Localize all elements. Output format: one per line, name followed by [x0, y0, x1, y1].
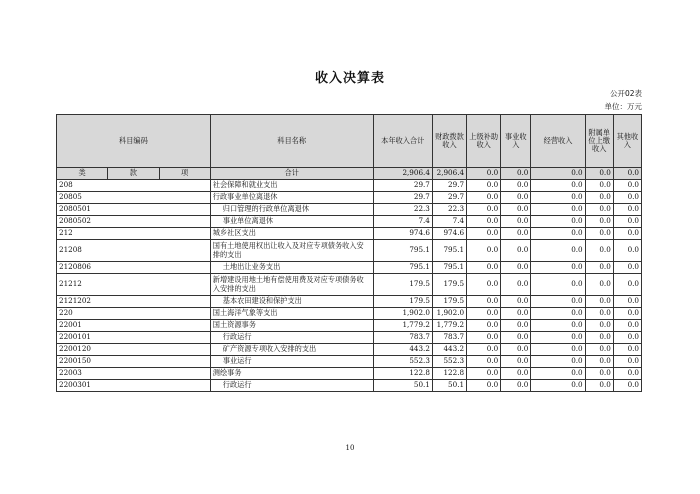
cell-value: 0.0 [467, 274, 501, 296]
cell-value: 783.7 [373, 332, 432, 344]
cell-value: 0.0 [531, 228, 585, 240]
cell-value: 0.0 [613, 180, 641, 192]
cell-value: 0.0 [585, 240, 613, 262]
cell-value: 0.0 [585, 380, 613, 392]
cell-value: 1,779.2 [373, 320, 432, 332]
cell-value: 443.2 [432, 344, 466, 356]
cell-value: 0.0 [501, 262, 531, 274]
cell-value: 0.0 [501, 308, 531, 320]
cell-value: 7.4 [432, 216, 466, 228]
cell-value: 0.0 [501, 356, 531, 368]
row-code: 20805 [57, 192, 211, 204]
cell-value: 179.5 [432, 296, 466, 308]
cell-value: 0.0 [531, 368, 585, 380]
cell-value: 0.0 [467, 308, 501, 320]
row-name: 国土资源事务 [210, 320, 373, 332]
cell-value: 0.0 [613, 332, 641, 344]
header-name: 科目名称 [210, 115, 373, 168]
row-name: 行政运行 [210, 380, 373, 392]
cell-value: 0.0 [531, 320, 585, 332]
header-fiscal: 财政拨款收入 [432, 115, 466, 168]
cell-value: 0.0 [501, 216, 531, 228]
cell-value: 0.0 [585, 332, 613, 344]
row-code: 208 [57, 180, 211, 192]
cell-value: 0.0 [585, 296, 613, 308]
cell-value: 0.0 [531, 296, 585, 308]
cell-value: 0.0 [585, 228, 613, 240]
cell-value: 0.0 [613, 344, 641, 356]
cell-value: 0.0 [467, 204, 501, 216]
cell-value: 0.0 [531, 344, 585, 356]
cell-value: 29.7 [373, 180, 432, 192]
row-code: 220 [57, 308, 211, 320]
row-code: 21212 [57, 274, 211, 296]
row-code: 2200101 [57, 332, 211, 344]
cell-value: 50.1 [432, 380, 466, 392]
summary-upper: 0.0 [467, 168, 501, 180]
cell-value: 0.0 [585, 274, 613, 296]
row-code: 2200150 [57, 356, 211, 368]
cell-value: 0.0 [467, 296, 501, 308]
cell-value: 0.0 [467, 240, 501, 262]
summary-operating: 0.0 [531, 168, 585, 180]
cell-value: 0.0 [585, 320, 613, 332]
row-code: 21208 [57, 240, 211, 262]
cell-value: 0.0 [531, 180, 585, 192]
cell-value: 0.0 [501, 228, 531, 240]
cell-value: 795.1 [432, 262, 466, 274]
row-code: 2200120 [57, 344, 211, 356]
summary-total: 2,906.4 [373, 168, 432, 180]
cell-value: 0.0 [467, 180, 501, 192]
header-affiliated: 附属单位上缴收入 [585, 115, 613, 168]
cell-value: 0.0 [531, 204, 585, 216]
unit-label: 单位：万元 [604, 102, 642, 111]
cell-value: 0.0 [585, 204, 613, 216]
header-operating: 经营收入 [531, 115, 585, 168]
cell-value: 0.0 [613, 356, 641, 368]
table-row [57, 262, 642, 274]
table-row [57, 356, 642, 368]
cell-value: 122.8 [373, 368, 432, 380]
cell-value: 0.0 [501, 274, 531, 296]
cell-value: 0.0 [531, 274, 585, 296]
cell-value: 179.5 [373, 274, 432, 296]
cell-value: 122.8 [432, 368, 466, 380]
row-name: 行政事业单位离退休 [210, 192, 373, 204]
table-row [57, 216, 642, 228]
row-name: 行政运行 [210, 332, 373, 344]
cell-value: 0.0 [467, 320, 501, 332]
table-row [57, 296, 642, 308]
header-code: 科目编码 [57, 115, 211, 168]
cell-value: 0.0 [531, 192, 585, 204]
row-name: 城乡社区支出 [210, 228, 373, 240]
cell-value: 0.0 [501, 380, 531, 392]
cell-value: 0.0 [613, 368, 641, 380]
row-code: 2120806 [57, 262, 211, 274]
cell-value: 0.0 [585, 356, 613, 368]
cell-value: 1,902.0 [373, 308, 432, 320]
header-business: 事业收入 [501, 115, 531, 168]
cell-value: 0.0 [585, 192, 613, 204]
row-name: 国有土地使用权出让收入及对应专项债务收入安排的支出 [210, 240, 373, 262]
cell-value: 0.0 [501, 204, 531, 216]
cell-value: 974.6 [432, 228, 466, 240]
cell-value: 0.0 [501, 368, 531, 380]
page-number: 10 [345, 444, 355, 452]
cell-value: 0.0 [501, 344, 531, 356]
cell-value: 0.0 [531, 380, 585, 392]
cell-value: 179.5 [373, 296, 432, 308]
cell-value: 0.0 [585, 180, 613, 192]
cell-value: 179.5 [432, 274, 466, 296]
cell-value: 0.0 [531, 216, 585, 228]
summary-affiliated: 0.0 [585, 168, 613, 180]
cell-value: 0.0 [467, 192, 501, 204]
table-row [57, 320, 642, 332]
row-code: 2080501 [57, 204, 211, 216]
cell-value: 0.0 [531, 308, 585, 320]
table-row [57, 204, 642, 216]
summary-business: 0.0 [501, 168, 531, 180]
cell-value: 0.0 [501, 296, 531, 308]
cell-value: 795.1 [373, 262, 432, 274]
header-total: 本年收入合计 [373, 115, 432, 168]
row-name: 新增建设用地土地有偿使用费及对应专项债务收入安排的支出 [210, 274, 373, 296]
cell-value: 0.0 [613, 320, 641, 332]
cell-value: 0.0 [531, 262, 585, 274]
header-lei: 类 [57, 168, 108, 180]
cell-value: 795.1 [373, 240, 432, 262]
cell-value: 795.1 [432, 240, 466, 262]
cell-value: 0.0 [467, 380, 501, 392]
cell-value: 0.0 [531, 332, 585, 344]
cell-value: 974.6 [373, 228, 432, 240]
cell-value: 1,902.0 [432, 308, 466, 320]
cell-value: 29.7 [373, 192, 432, 204]
cell-value: 552.3 [432, 356, 466, 368]
cell-value: 0.0 [467, 262, 501, 274]
row-code: 212 [57, 228, 211, 240]
cell-value: 50.1 [373, 380, 432, 392]
table-row [57, 240, 642, 262]
cell-value: 0.0 [501, 332, 531, 344]
cell-value: 0.0 [613, 296, 641, 308]
cell-value: 0.0 [467, 356, 501, 368]
row-name: 社会保障和就业支出 [210, 180, 373, 192]
cell-value: 0.0 [467, 368, 501, 380]
row-code: 2121202 [57, 296, 211, 308]
cell-value: 22.3 [432, 204, 466, 216]
table-row [57, 368, 642, 380]
cell-value: 0.0 [467, 228, 501, 240]
cell-value: 0.0 [613, 216, 641, 228]
row-name: 归口管理的行政单位离退休 [210, 204, 373, 216]
cell-value: 29.7 [432, 180, 466, 192]
cell-value: 0.0 [501, 180, 531, 192]
cell-value: 0.0 [613, 204, 641, 216]
income-table [56, 114, 642, 392]
summary-other: 0.0 [613, 168, 641, 180]
cell-value: 29.7 [432, 192, 466, 204]
cell-value: 0.0 [585, 262, 613, 274]
cell-value: 783.7 [432, 332, 466, 344]
table-row [57, 308, 642, 320]
row-name: 事业运行 [210, 356, 373, 368]
row-name: 土地出让业务支出 [210, 262, 373, 274]
row-name: 矿产资源专项收入安排的支出 [210, 344, 373, 356]
row-code: 22001 [57, 320, 211, 332]
row-name: 事业单位离退休 [210, 216, 373, 228]
table-row [57, 344, 642, 356]
page-title: 收入决算表 [314, 71, 385, 86]
header-kuan: 款 [108, 168, 159, 180]
cell-value: 0.0 [467, 332, 501, 344]
cell-value: 0.0 [585, 216, 613, 228]
cell-value: 0.0 [613, 274, 641, 296]
cell-value: 0.0 [585, 344, 613, 356]
cell-value: 0.0 [613, 308, 641, 320]
cell-value: 0.0 [531, 240, 585, 262]
cell-value: 1,779.2 [432, 320, 466, 332]
cell-value: 0.0 [501, 192, 531, 204]
cell-value: 22.3 [373, 204, 432, 216]
table-row [57, 192, 642, 204]
table-row [57, 180, 642, 192]
cell-value: 0.0 [613, 240, 641, 262]
row-code: 22003 [57, 368, 211, 380]
cell-value: 0.0 [467, 344, 501, 356]
cell-value: 0.0 [613, 228, 641, 240]
summary-fiscal: 2,906.4 [432, 168, 466, 180]
header-other: 其他收入 [613, 115, 641, 168]
cell-value: 0.0 [531, 356, 585, 368]
cell-value: 0.0 [613, 262, 641, 274]
cell-value: 443.2 [373, 344, 432, 356]
cell-value: 7.4 [373, 216, 432, 228]
table-row [57, 228, 642, 240]
row-code: 2080502 [57, 216, 211, 228]
cell-value: 0.0 [613, 192, 641, 204]
table-row [57, 274, 642, 296]
row-name: 测绘事务 [210, 368, 373, 380]
table-row [57, 380, 642, 392]
table-row [57, 332, 642, 344]
cell-value: 0.0 [585, 308, 613, 320]
header-upper: 上级补助收入 [467, 115, 501, 168]
cell-value: 0.0 [585, 368, 613, 380]
cell-value: 0.0 [501, 240, 531, 262]
header-xiang: 项 [159, 168, 210, 180]
cell-value: 0.0 [613, 380, 641, 392]
cell-value: 0.0 [501, 320, 531, 332]
header-sum: 合计 [210, 168, 373, 180]
row-name: 基本农田建设和保护支出 [210, 296, 373, 308]
row-code: 2200301 [57, 380, 211, 392]
cell-value: 0.0 [467, 216, 501, 228]
row-name: 国土海洋气象等支出 [210, 308, 373, 320]
cell-value: 552.3 [373, 356, 432, 368]
form-number: 公开02表 [609, 89, 642, 98]
